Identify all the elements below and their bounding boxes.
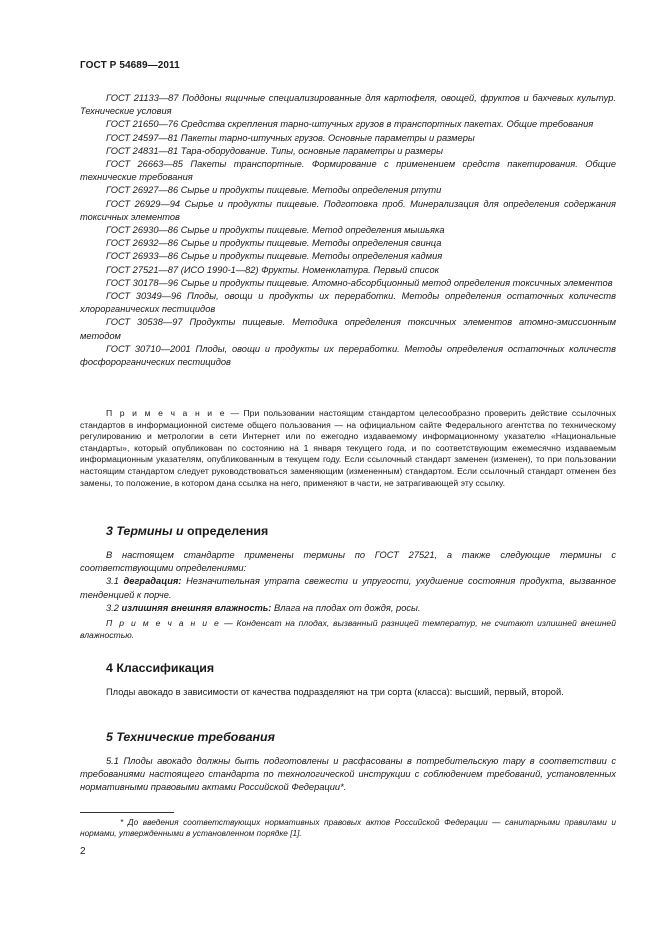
reference-item: ГОСТ 26932—86 Сырье и продукты пищевые. Методы определения свинца: [106, 238, 442, 249]
section-4-body: [80, 686, 616, 699]
page-number: 2: [80, 846, 86, 857]
reference-item: ГОСТ 26929—94 Сырье и продукты пищевые. Подготовка проб. Минерализация для определения содержания токсичных элементов: [80, 198, 616, 222]
reference-item: ГОСТ 24597—81 Пакеты тарно-штучных грузов. Основные параметры и размеры: [106, 132, 475, 143]
reference-item: ГОСТ 30710—2001 Плоды, овощи и продукты их переработки. Методы определения остаточных количеств фосфорорганических пестицидов: [80, 343, 616, 368]
note-label: П р и м е ч а н и е: [106, 408, 227, 418]
section-5-text: 5.1 Плоды авокадо должны быть подготовлены и расфасованы в потребительскую тару в соответствии с требованиями настоящего стандарта по технологической инструкции с соблюдением требований, установленных нормативными правовыми актами Российской Федерации*.: [80, 756, 616, 793]
reference-item: ГОСТ 26663—85 Пакеты транспортные. Формирование с применением средств пакетирования. Общие технические требования: [80, 159, 616, 183]
reference-item: ГОСТ 30538—97 Продукты пищевые. Методика определения токсичных элементов атомно-эмиссионным методом: [80, 317, 616, 341]
section-3-note: [80, 618, 616, 641]
section-4-heading: 4 Классификация: [106, 661, 215, 675]
normative-references-list: [80, 92, 616, 369]
section-5-body: [80, 755, 616, 795]
note-text: — Конденсат на плодах, вызванный разницей температур, не считают излишней внешней влажностью.: [80, 618, 616, 640]
term-definition: Незначительная утрата свежести и упругости, ухудшение состояния продукта, вызванное тенденцией к порче.: [80, 576, 616, 600]
footnote: * До введения соответствующих нормативных правовых актов Российской Федерации — санитарными правилами и нормами, утвержденными в установленном порядке [1].: [80, 817, 616, 839]
reference-item: ГОСТ 21650—76 Средства скрепления тарно-штучных грузов в транспортных пакетах. Общие требования: [106, 119, 594, 130]
reference-item: ГОСТ 26933—86 Сырье и продукты пищевые. Методы определения кадмия: [106, 251, 443, 262]
footnote-divider: [80, 812, 174, 813]
reference-item: ГОСТ 27521—87 (ИСО 1990-1—82) Фрукты. Номенклатура. Первый список: [106, 264, 440, 275]
term-name: деградация:: [123, 576, 182, 587]
term-3-2: 3.2 излишняя внешняя влажность: Влага на плодах от дождя, росы.: [106, 602, 421, 613]
section-3-heading: 3 Термины и определения: [106, 524, 269, 538]
reference-item: ГОСТ 30349—96 Плоды, овощи и продукты их переработки. Методы определения остаточных количеств хлорорганических пестицидов: [80, 291, 616, 315]
reference-item: ГОСТ 26927—86 Сырье и продукты пищевые. Методы определения ртути: [106, 185, 442, 196]
reference-item: ГОСТ 30178—96 Сырье и продукты пищевые. Атомно-абсорбционный метод определения токсичных элементов: [106, 277, 613, 288]
term-definition: Влага на плодах от дождя, росы.: [271, 602, 421, 613]
term-3-1: 3.1 деградация: Незначительная утрата свежести и упругости, ухудшение состояния продукта, вызванное тенденцией к порче.: [80, 576, 616, 600]
section-5-heading: 5 Технические требования: [106, 730, 275, 744]
section-4-text: Плоды авокадо в зависимости от качества подразделяют на три сорта (класса): высший, первый, второй.: [106, 687, 564, 697]
note-label: П р и м е ч а н и е: [106, 618, 221, 629]
section-3-body: [80, 549, 616, 641]
reference-item: ГОСТ 24831—81 Тара-оборудование. Типы, основные параметры и размеры: [106, 145, 443, 156]
reference-item: ГОСТ 26930—86 Сырье и продукты пищевые. Метод определения мышьяка: [106, 225, 445, 236]
section-3-intro: В настоящем стандарте применены термины по ГОСТ 27521, а также следующие термины с соответствующими определениями:: [80, 550, 616, 574]
standard-header: ГОСТ Р 54689—2011: [80, 60, 180, 71]
references-note: [80, 408, 616, 489]
reference-item: ГОСТ 21133—87 Поддоны ящичные специализированные для картофеля, овощей, фруктов и бахчевых культур. Технические условия: [80, 93, 616, 117]
term-name: излишняя внешняя влажность:: [121, 602, 272, 613]
note-text: — При пользовании настоящим стандартом целесообразно проверить действие ссылочных стандартов в информационной системе общего пользования — на официальном сайте Федерального агентства по техническому регулированию и метрологии в сети Интернет или по ежегодно издаваемому информационному указателю «Национальные стандарты», который опубликован по состоянию на 1 января текущего года, и по соответствующим ежемесячно издаваемым информационным указателям, опубликованным в текущем году. Если ссылочный стандарт заменен (изменен), то при пользовании настоящим стандартом следует руководствоваться заменяющим (измененным) стандартом. Если ссылочный стандарт отменен без замены, то положение, в котором дана ссылка на него, применяют в части, не затрагивающей эту ссылку.: [80, 408, 617, 488]
